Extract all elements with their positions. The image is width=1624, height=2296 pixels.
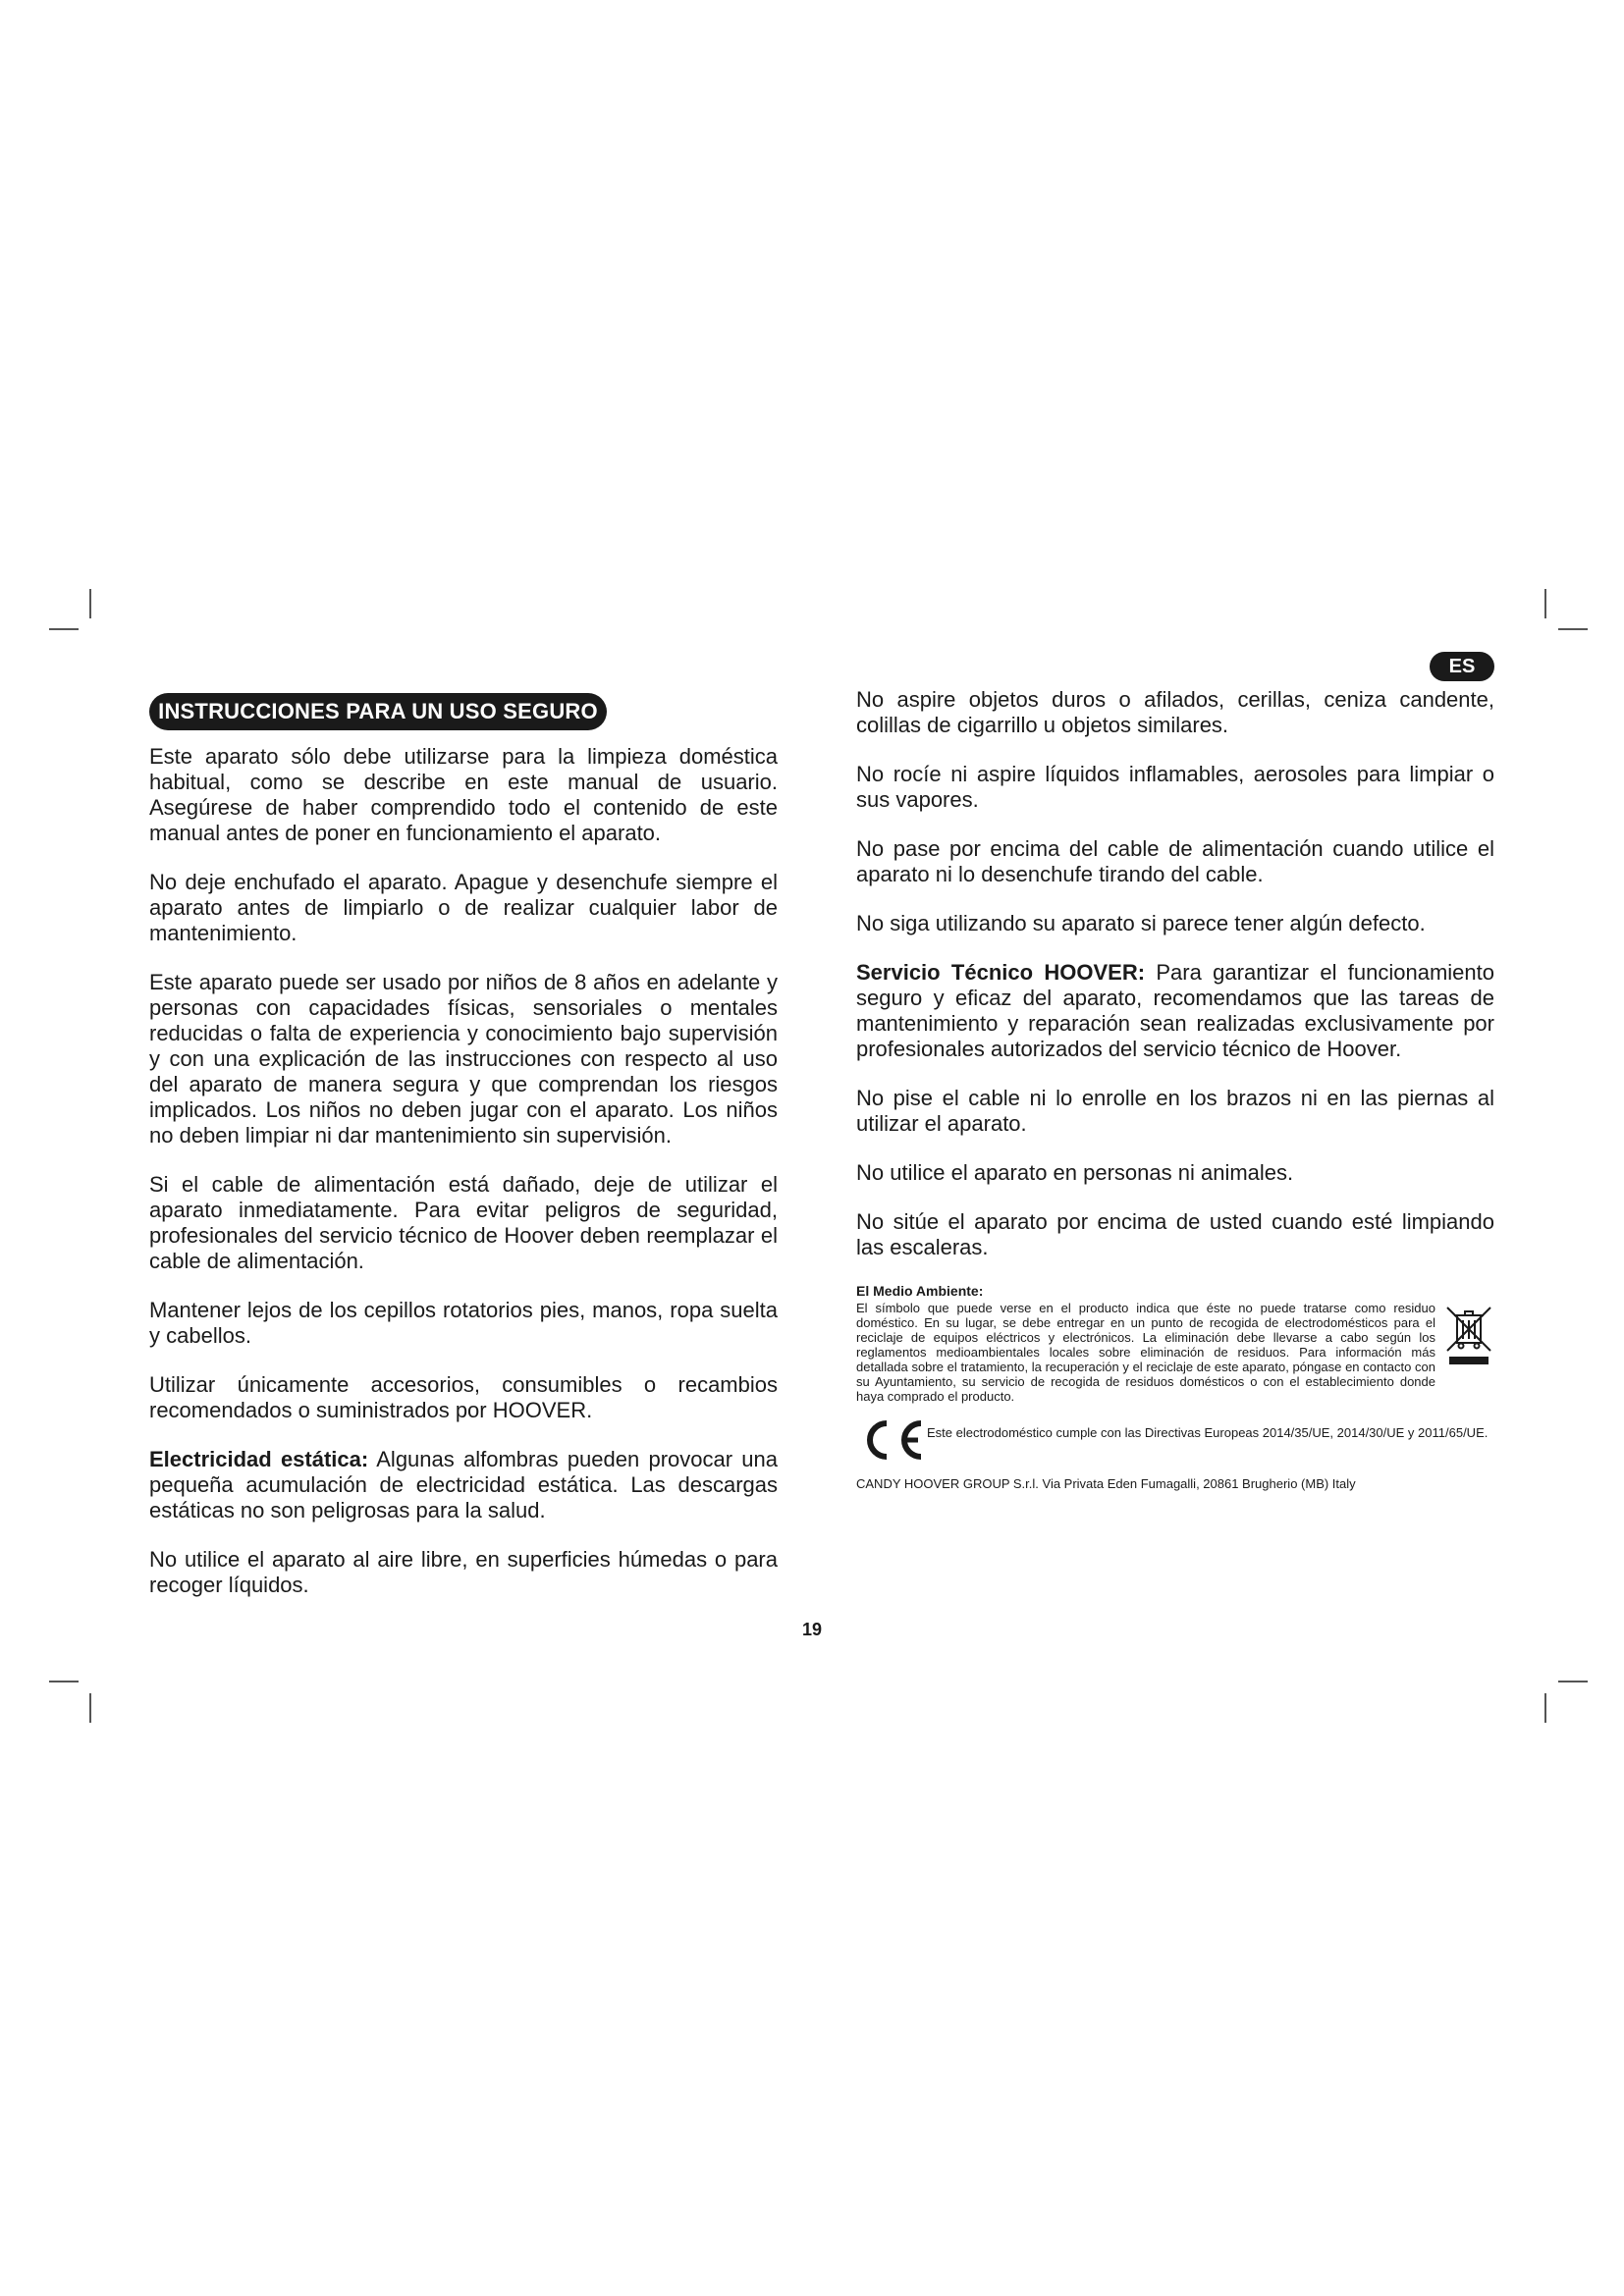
crop-mark: [1558, 1681, 1588, 1682]
crop-mark: [49, 1681, 79, 1682]
paragraph: No pise el cable ni lo enrolle en los brazos ni en las piernas al utilizar el aparato.: [856, 1086, 1494, 1136]
ce-mark-icon: [856, 1417, 927, 1463]
service-label: Servicio Técnico HOOVER:: [856, 960, 1146, 985]
crop-mark: [49, 628, 79, 630]
paragraph: No aspire objetos duros o afilados, cerillas, ceniza candente, colillas de cigarrillo u objetos similares.: [856, 687, 1494, 737]
paragraph: No siga utilizando su aparato si parece tener algún defecto.: [856, 911, 1426, 935]
paragraph: No sitúe el aparato por encima de usted cuando esté limpiando las escaleras.: [856, 1209, 1494, 1259]
ce-text: Este electrodoméstico cumple con las Directivas Europeas 2014/35/UE, 2014/30/UE y 2011/65/UE.: [927, 1425, 1489, 1440]
paragraph: Este aparato puede ser usado por niños de 8 años en adelante y personas con capacidades físicas, sensoriales o mentales reducidas o falta de experiencia y conocimiento bajo supervisión y con una explicación de las instrucciones con respecto al uso del aparato de manera segura y que comprendan los riesgos implicados. Los niños no deben jugar con el aparato. Los niños no deben limpiar ni dar mantenimiento sin supervisión.: [149, 970, 778, 1148]
paragraph: Si el cable de alimentación está dañado, deje de utilizar el aparato inmediatamente. Para evitar peligros de seguridad, profesionales del servicio técnico de Hoover deben reemplazar el cable de alimentación.: [149, 1172, 778, 1273]
static-electricity-paragraph: [149, 1447, 778, 1523]
paragraph: No utilice el aparato en personas ni animales.: [856, 1160, 1294, 1185]
crop-mark: [89, 589, 91, 618]
paragraph: Mantener lejos de los cepillos rotatorios pies, manos, ropa suelta y cabellos.: [149, 1298, 778, 1348]
static-electricity-text: Algunas alfombras pueden provocar una pequeña acumulación de electricidad estática. Las descargas estáticas no son peligrosas para la salud.: [149, 1447, 779, 1522]
environment-text: El símbolo que puede verse en el producto indica que éste no puede tratarse como residuo doméstico. En su lugar, se debe entregar en un punto de recogida de electrodomésticos para el reciclaje de equipos eléctricos y electrónicos. La eliminación debe llevarse a cabo según los reglamentos medioambientales locales sobre eliminación de residuos. Para información más detallada sobre el tratamiento, la recuperación y el reciclaje de este aparato, póngase en contacto con su Ayuntamiento, su servicio de recogida de residuos domésticos o con el establecimiento donde haya comprado el producto.: [856, 1301, 1435, 1404]
service-text: Para garantizar el funcionamiento seguro y eficaz del aparato, recomendamos que las tareas de mantenimiento y reparación sean realizadas exclusivamente por profesionales autorizados del servicio técnico de Hoover.: [856, 960, 1494, 1061]
left-column: [149, 744, 778, 1622]
paragraph: No pase por encima del cable de alimentación cuando utilice el aparato ni lo desenchufe tirando del cable.: [856, 836, 1494, 886]
paragraph: No rocíe ni aspire líquidos inflamables, aerosoles para limpiar o sus vapores.: [856, 762, 1494, 812]
crop-mark: [89, 1693, 91, 1723]
paragraph: Utilizar únicamente accesorios, consumibles o recambios recomendados o suministrados por HOOVER.: [149, 1372, 778, 1422]
crop-mark: [1544, 589, 1546, 618]
paragraph: No utilice el aparato al aire libre, en superficies húmedas o para recoger líquidos.: [149, 1547, 778, 1597]
environment-title: El Medio Ambiente:: [856, 1283, 984, 1299]
language-badge: ES: [1430, 652, 1494, 681]
right-column: [856, 687, 1494, 1492]
paragraph: Este aparato sólo debe utilizarse para la limpieza doméstica habitual, como se describe en este manual de usuario. Asegúrese de haber comprendido todo el contenido de este manual antes de poner en funcionamiento el aparato.: [149, 744, 778, 845]
crop-mark: [1558, 628, 1588, 630]
page-number: 19: [801, 1620, 823, 1639]
crossed-out-bin-icon: [1443, 1304, 1494, 1366]
crop-mark: [1544, 1693, 1546, 1723]
paragraph: No deje enchufado el aparato. Apague y desenchufe siempre el aparato antes de limpiarlo o de realizar cualquier labor de mantenimiento.: [149, 870, 778, 945]
section-title: INSTRUCCIONES PARA UN USO SEGURO: [149, 693, 607, 730]
service-paragraph: [856, 960, 1494, 1062]
company-address: CANDY HOOVER GROUP S.r.l. Via Privata Eden Fumagalli, 20861 Brugherio (MB) Italy: [856, 1476, 1356, 1491]
environment-section: [856, 1284, 1494, 1404]
ce-compliance: [856, 1417, 1494, 1463]
static-electricity-label: Electricidad estática:: [149, 1447, 369, 1471]
